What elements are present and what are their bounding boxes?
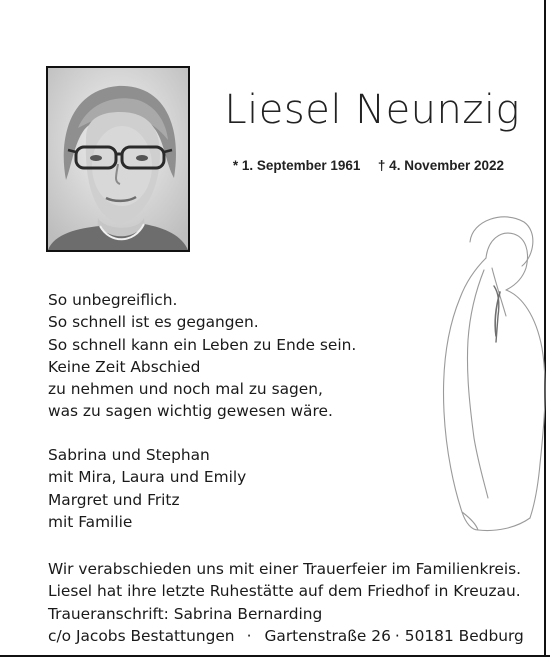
address-city: 50181 Bedburg: [404, 626, 524, 645]
poem-line: So unbegreiflich.: [48, 291, 178, 309]
poem: [48, 289, 356, 423]
poem-line: zu nehmen und noch mal zu sagen,: [48, 380, 323, 399]
angel-drawing-icon: [426, 212, 550, 532]
address-separator: ·: [246, 626, 252, 645]
address-street: Gartenstraße 26: [264, 626, 391, 645]
poem-line: was zu sagen wichtig gewesen wäre.: [48, 402, 333, 421]
notice-line: Wir verabschieden uns mit einer Trauerfeier im Familienkreis.: [48, 560, 522, 578]
mourner-line: Margret und Fritz: [48, 490, 180, 509]
portrait-icon: [48, 68, 188, 250]
mourning-address: [48, 625, 524, 647]
poem-line: Keine Zeit Abschied: [48, 357, 201, 376]
address-care-of: c/o Jacobs Bestattungen: [48, 626, 235, 645]
portrait-photo: [46, 66, 190, 252]
address-separator: ·: [394, 626, 400, 645]
life-dates: [230, 158, 504, 173]
poem-line: So schnell kann ein Leben zu Ende sein.: [48, 335, 357, 354]
mourners-list: [48, 444, 246, 533]
mourning-address-heading: Traueranschrift: Sabrina Bernarding: [48, 604, 323, 623]
deceased-name: Liesel Neunzig: [224, 87, 520, 133]
mourner-line: mit Familie: [48, 512, 133, 531]
birth-date: * 1. September 1961: [232, 158, 361, 173]
poem-line: So schnell ist es gegangen.: [48, 313, 259, 332]
closing-notice: [48, 558, 524, 647]
mourner-line: mit Mira, Laura und Emily: [48, 468, 247, 487]
mourner-line: Sabrina und Stephan: [48, 446, 210, 464]
notice-line: Liesel hat ihre letzte Ruhestätte auf dem Friedhof in Kreuzau.: [48, 582, 521, 601]
death-date: † 4. November 2022: [377, 158, 504, 173]
